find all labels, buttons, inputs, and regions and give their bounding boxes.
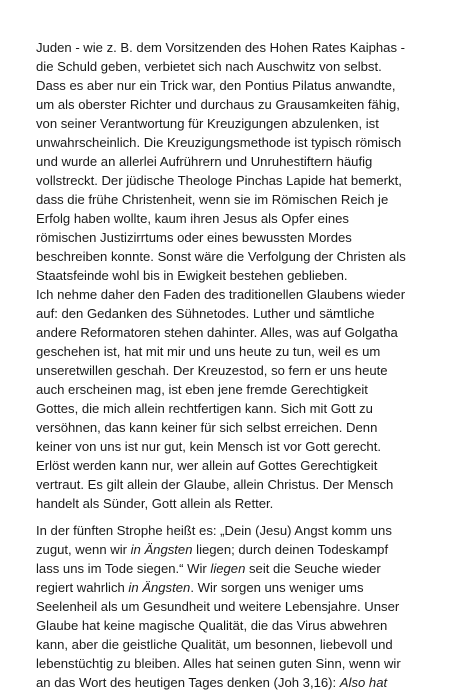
text-segment: Erlöst werden kann nur, wer allein auf Gottes Gerechtigkeit [36, 458, 378, 473]
text-line [36, 635, 426, 654]
text-line [36, 285, 426, 304]
document-page [36, 38, 426, 692]
text-line [36, 247, 426, 266]
text-segment: Seelenheil als um Gesundheit und weitere Lebensjahre. Unser [36, 599, 400, 614]
emphasis-text: liegen [210, 561, 246, 576]
text-line [36, 437, 426, 456]
text-segment: seit die Seuche wieder [245, 561, 381, 576]
text-segment: auf: den Gedanken des Sühnetodes. Luther und sämtliche [36, 306, 375, 321]
text-segment: um als oberster Richter und durchaus zu Grausamkeiten fähig, [36, 97, 400, 112]
text-line [36, 418, 426, 437]
text-line [36, 540, 426, 559]
text-line [36, 654, 426, 673]
text-line [36, 95, 426, 114]
text-line [36, 578, 426, 597]
text-segment: zugut, wenn wir [36, 542, 131, 557]
text-line [36, 209, 426, 228]
text-segment: Ich nehme daher den Faden des traditionellen Glaubens wieder [36, 287, 406, 302]
emphasis-text: in Ängsten [130, 542, 193, 557]
text-segment: . Wir sorgen uns weniger ums [190, 580, 364, 595]
text-line [36, 323, 426, 342]
text-segment: geschehen ist, hat mit mir und uns heute zu tun, weil es um [36, 344, 381, 359]
text-segment: regiert wahrlich [36, 580, 129, 595]
emphasis-text: in Ängsten [128, 580, 191, 595]
text-segment: vertraut. Es gilt allein der Glaube, allein Christus. Der Mensch [36, 477, 394, 492]
text-line [36, 152, 426, 171]
text-segment: Dass es aber nur ein Trick war, den Pontius Pilatus anwandte, [36, 78, 396, 93]
text-line [36, 57, 426, 76]
text-segment: Gottes, die mich allein rechtfertigen kann. Sich mit Gott zu [36, 401, 373, 416]
text-segment: Glaube hat keine magische Qualität, die das Virus abwehren [36, 618, 388, 633]
text-segment: beschreiben konnte. Sonst wäre die Verfolgung der Christen als [36, 249, 406, 264]
text-segment: unwahrscheinlich. Die Kreuzigungsmethode ist typisch römisch [36, 135, 402, 150]
text-segment: lass uns im Tode siegen.“ Wir [36, 561, 211, 576]
text-segment: unseretwillen geschah. Der Kreuzestod, so fern er uns heute [36, 363, 388, 378]
text-segment: an das Wort des heutigen Tages denken (Joh 3,16): [36, 675, 340, 690]
text-line [36, 494, 426, 513]
text-segment: versöhnen, das kann keiner für sich selbst erreichen. Denn [36, 420, 378, 435]
text-segment: keiner von uns ist nur gut, kein Mensch ist vor Gott gerecht. [36, 439, 381, 454]
text-line [36, 559, 426, 578]
text-line [36, 171, 426, 190]
text-line [36, 521, 426, 540]
text-segment: die Schuld geben, verbietet sich nach Auschwitz von selbst. [36, 59, 382, 74]
emphasis-text: Also hat [339, 675, 388, 690]
paragraph [36, 38, 426, 513]
text-segment: dass die frühe Christenheit, wenn sie im Römischen Reich je [36, 192, 389, 207]
text-segment: liegen; durch deinen Todeskampf [192, 542, 389, 557]
text-line [36, 380, 426, 399]
text-line [36, 673, 426, 692]
text-line [36, 133, 426, 152]
text-segment: Juden - wie z. B. dem Vorsitzenden des Hohen Rates Kaiphas - [36, 40, 406, 55]
text-segment: lebenstüchtig zu bleiben. Alles hat seinen guten Sinn, wenn wir [36, 656, 401, 671]
text-line [36, 456, 426, 475]
text-line [36, 597, 426, 616]
text-segment: römischen Justizirrtums oder eines bewussten Mordes [36, 230, 352, 245]
text-segment: andere Reformatoren stehen dahinter. Alles, was auf Golgatha [36, 325, 398, 340]
text-segment: Erfolg haben wollte, kaum ihren Jesus als Opfer eines [36, 211, 349, 226]
text-line [36, 266, 426, 285]
text-line [36, 342, 426, 361]
text-segment: auch erscheinen mag, ist eben jene fremde Gerechtigkeit [36, 382, 368, 397]
text-line [36, 76, 426, 95]
text-segment: In der fünften Strophe heißt es: „Dein (Jesu) Angst komm uns [36, 523, 392, 538]
body-text [36, 38, 426, 692]
text-line [36, 399, 426, 418]
text-segment: vollstreckt. Der jüdische Theologe Pinchas Lapide hat bemerkt, [36, 173, 402, 188]
text-line [36, 190, 426, 209]
text-line [36, 228, 426, 247]
text-segment: von seiner Verantwortung für Kreuzigungen abzulenken, ist [36, 116, 379, 131]
text-line [36, 361, 426, 380]
text-segment: kann, aber die geistliche Qualität, um besonnen, liebevoll und [36, 637, 393, 652]
text-segment: und wurde an allerlei Aufrührern und Unruhestiftern häufig [36, 154, 373, 169]
paragraph [36, 521, 426, 692]
text-segment: Staatsfeinde wohl bis in Ewigkeit bestehen geblieben. [36, 268, 348, 283]
paragraph-gap [36, 513, 426, 521]
text-line [36, 304, 426, 323]
text-segment: handelt als Sünder, Gott allein als Retter. [36, 496, 274, 511]
text-line [36, 616, 426, 635]
text-line [36, 475, 426, 494]
text-line [36, 38, 426, 57]
text-line [36, 114, 426, 133]
